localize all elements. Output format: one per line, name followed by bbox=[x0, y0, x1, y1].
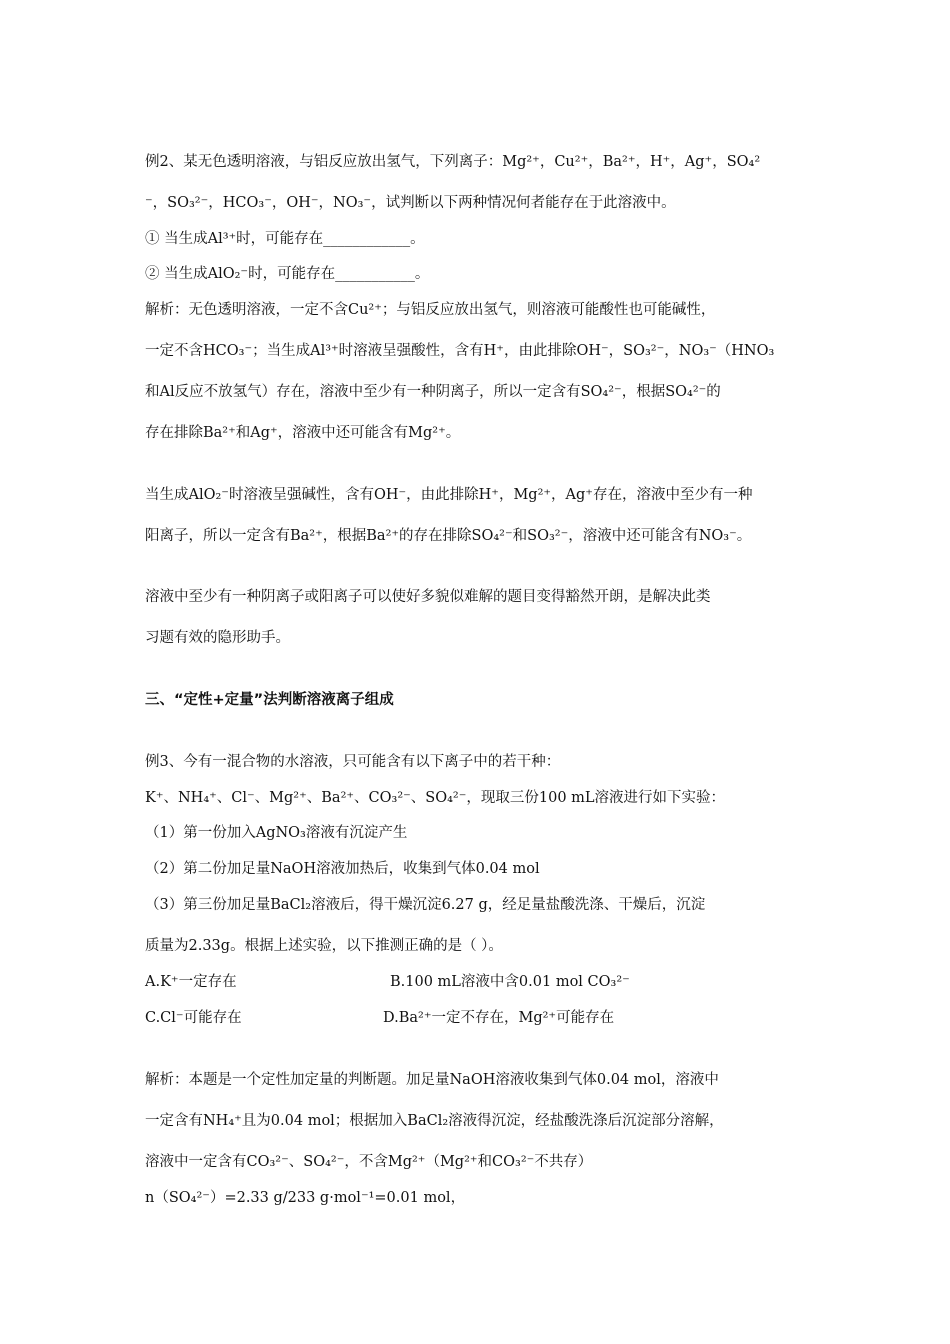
analysis2-p1-line4: 存在排除Ba²⁺和Ag⁺，溶液中还可能含有Mg²⁺。 bbox=[145, 425, 461, 441]
analysis2-p3-line2: 习题有效的隐形助手。 bbox=[145, 630, 290, 646]
example3-step2: （2）第二份加足量NaOH溶液加热后，收集到气体0.04 mol bbox=[145, 861, 540, 877]
example2-line1: 例2、某无色透明溶液，与铝反应放出氢气，下列离子：Mg²⁺，Cu²⁺，Ba²⁺，H⁺，Ag⁺，SO₄² bbox=[145, 154, 761, 170]
section3-heading: 三、“定性+定量”法判断溶液离子组成 bbox=[145, 692, 394, 708]
example3-ions: K⁺、NH₄⁺、Cl⁻、Mg²⁺、Ba²⁺、CO₃²⁻、SO₄²⁻，现取三份100 mL溶液进行如下实验： bbox=[145, 790, 726, 806]
example2-question1: ① 当生成Al³⁺时，可能存在____________。 bbox=[145, 231, 425, 247]
analysis3-line2: 一定含有NH₄⁺且为0.04 mol；根据加入BaCl₂溶液得沉淀，经盐酸洗涤后沉淀部分溶解， bbox=[145, 1113, 724, 1129]
analysis2-p1-line3: 和Al反应不放氢气）存在，溶液中至少有一种阴离子，所以一定含有SO₄²⁻，根据SO₄²⁻的 bbox=[145, 384, 721, 400]
analysis2-p1-line1: 解析：无色透明溶液，一定不含Cu²⁺；与铝反应放出氢气，则溶液可能酸性也可能碱性， bbox=[145, 302, 716, 318]
example2-line2: ⁻，SO₃²⁻，HCO₃⁻，OH⁻，NO₃⁻，试判断以下两种情况何者能存在于此溶液中。 bbox=[145, 195, 676, 211]
example3-step3b: 质量为2.33g。根据上述实验，以下推测正确的是（ ）。 bbox=[145, 938, 503, 954]
analysis3-line4: n（SO₄²⁻）=2.33 g/233 g·mol⁻¹=0.01 mol， bbox=[145, 1190, 466, 1206]
example2-question2: ② 当生成AlO₂⁻时，可能存在___________。 bbox=[145, 266, 430, 282]
analysis3-line3: 溶液中一定含有CO₃²⁻、SO₄²⁻，不含Mg²⁺（Mg²⁺和CO₃²⁻不共存） bbox=[145, 1154, 593, 1170]
analysis3-line1: 解析：本题是一个定性加定量的判断题。加足量NaOH溶液收集到气体0.04 mol，溶液中 bbox=[145, 1072, 719, 1088]
example3-step3a: （3）第三份加足量BaCl₂溶液后，得干燥沉淀6.27 g，经足量盐酸洗涤、干燥后，沉淀 bbox=[145, 897, 706, 913]
option-b: B.100 mL溶液中含0.01 mol CO₃²⁻ bbox=[390, 974, 630, 990]
example3-step1: （1）第一份加入AgNO₃溶液有沉淀产生 bbox=[145, 825, 408, 841]
analysis2-p3-line1: 溶液中至少有一种阴离子或阳离子可以使好多貌似难解的题目变得豁然开朗，是解决此类 bbox=[145, 589, 711, 605]
option-d: D.Ba²⁺一定不存在，Mg²⁺可能存在 bbox=[383, 1010, 615, 1026]
analysis2-p2-line2: 阳离子，所以一定含有Ba²⁺，根据Ba²⁺的存在排除SO₄²⁻和SO₃²⁻，溶液中还可能含有NO₃⁻。 bbox=[145, 528, 752, 544]
analysis2-p2-line1: 当生成AlO₂⁻时溶液呈强碱性，含有OH⁻，由此排除H⁺，Mg²⁺，Ag⁺存在，溶液中至少有一种 bbox=[145, 487, 753, 503]
example3-intro: 例3、今有一混合物的水溶液，只可能含有以下离子中的若干种： bbox=[145, 754, 561, 770]
option-c: C.Cl⁻可能存在 bbox=[145, 1010, 242, 1026]
option-a: A.K⁺一定存在 bbox=[145, 974, 237, 990]
analysis2-p1-line2: 一定不含HCO₃⁻；当生成Al³⁺时溶液呈强酸性，含有H⁺，由此排除OH⁻，SO₃²⁻，NO₃⁻（HNO₃ bbox=[145, 343, 775, 359]
